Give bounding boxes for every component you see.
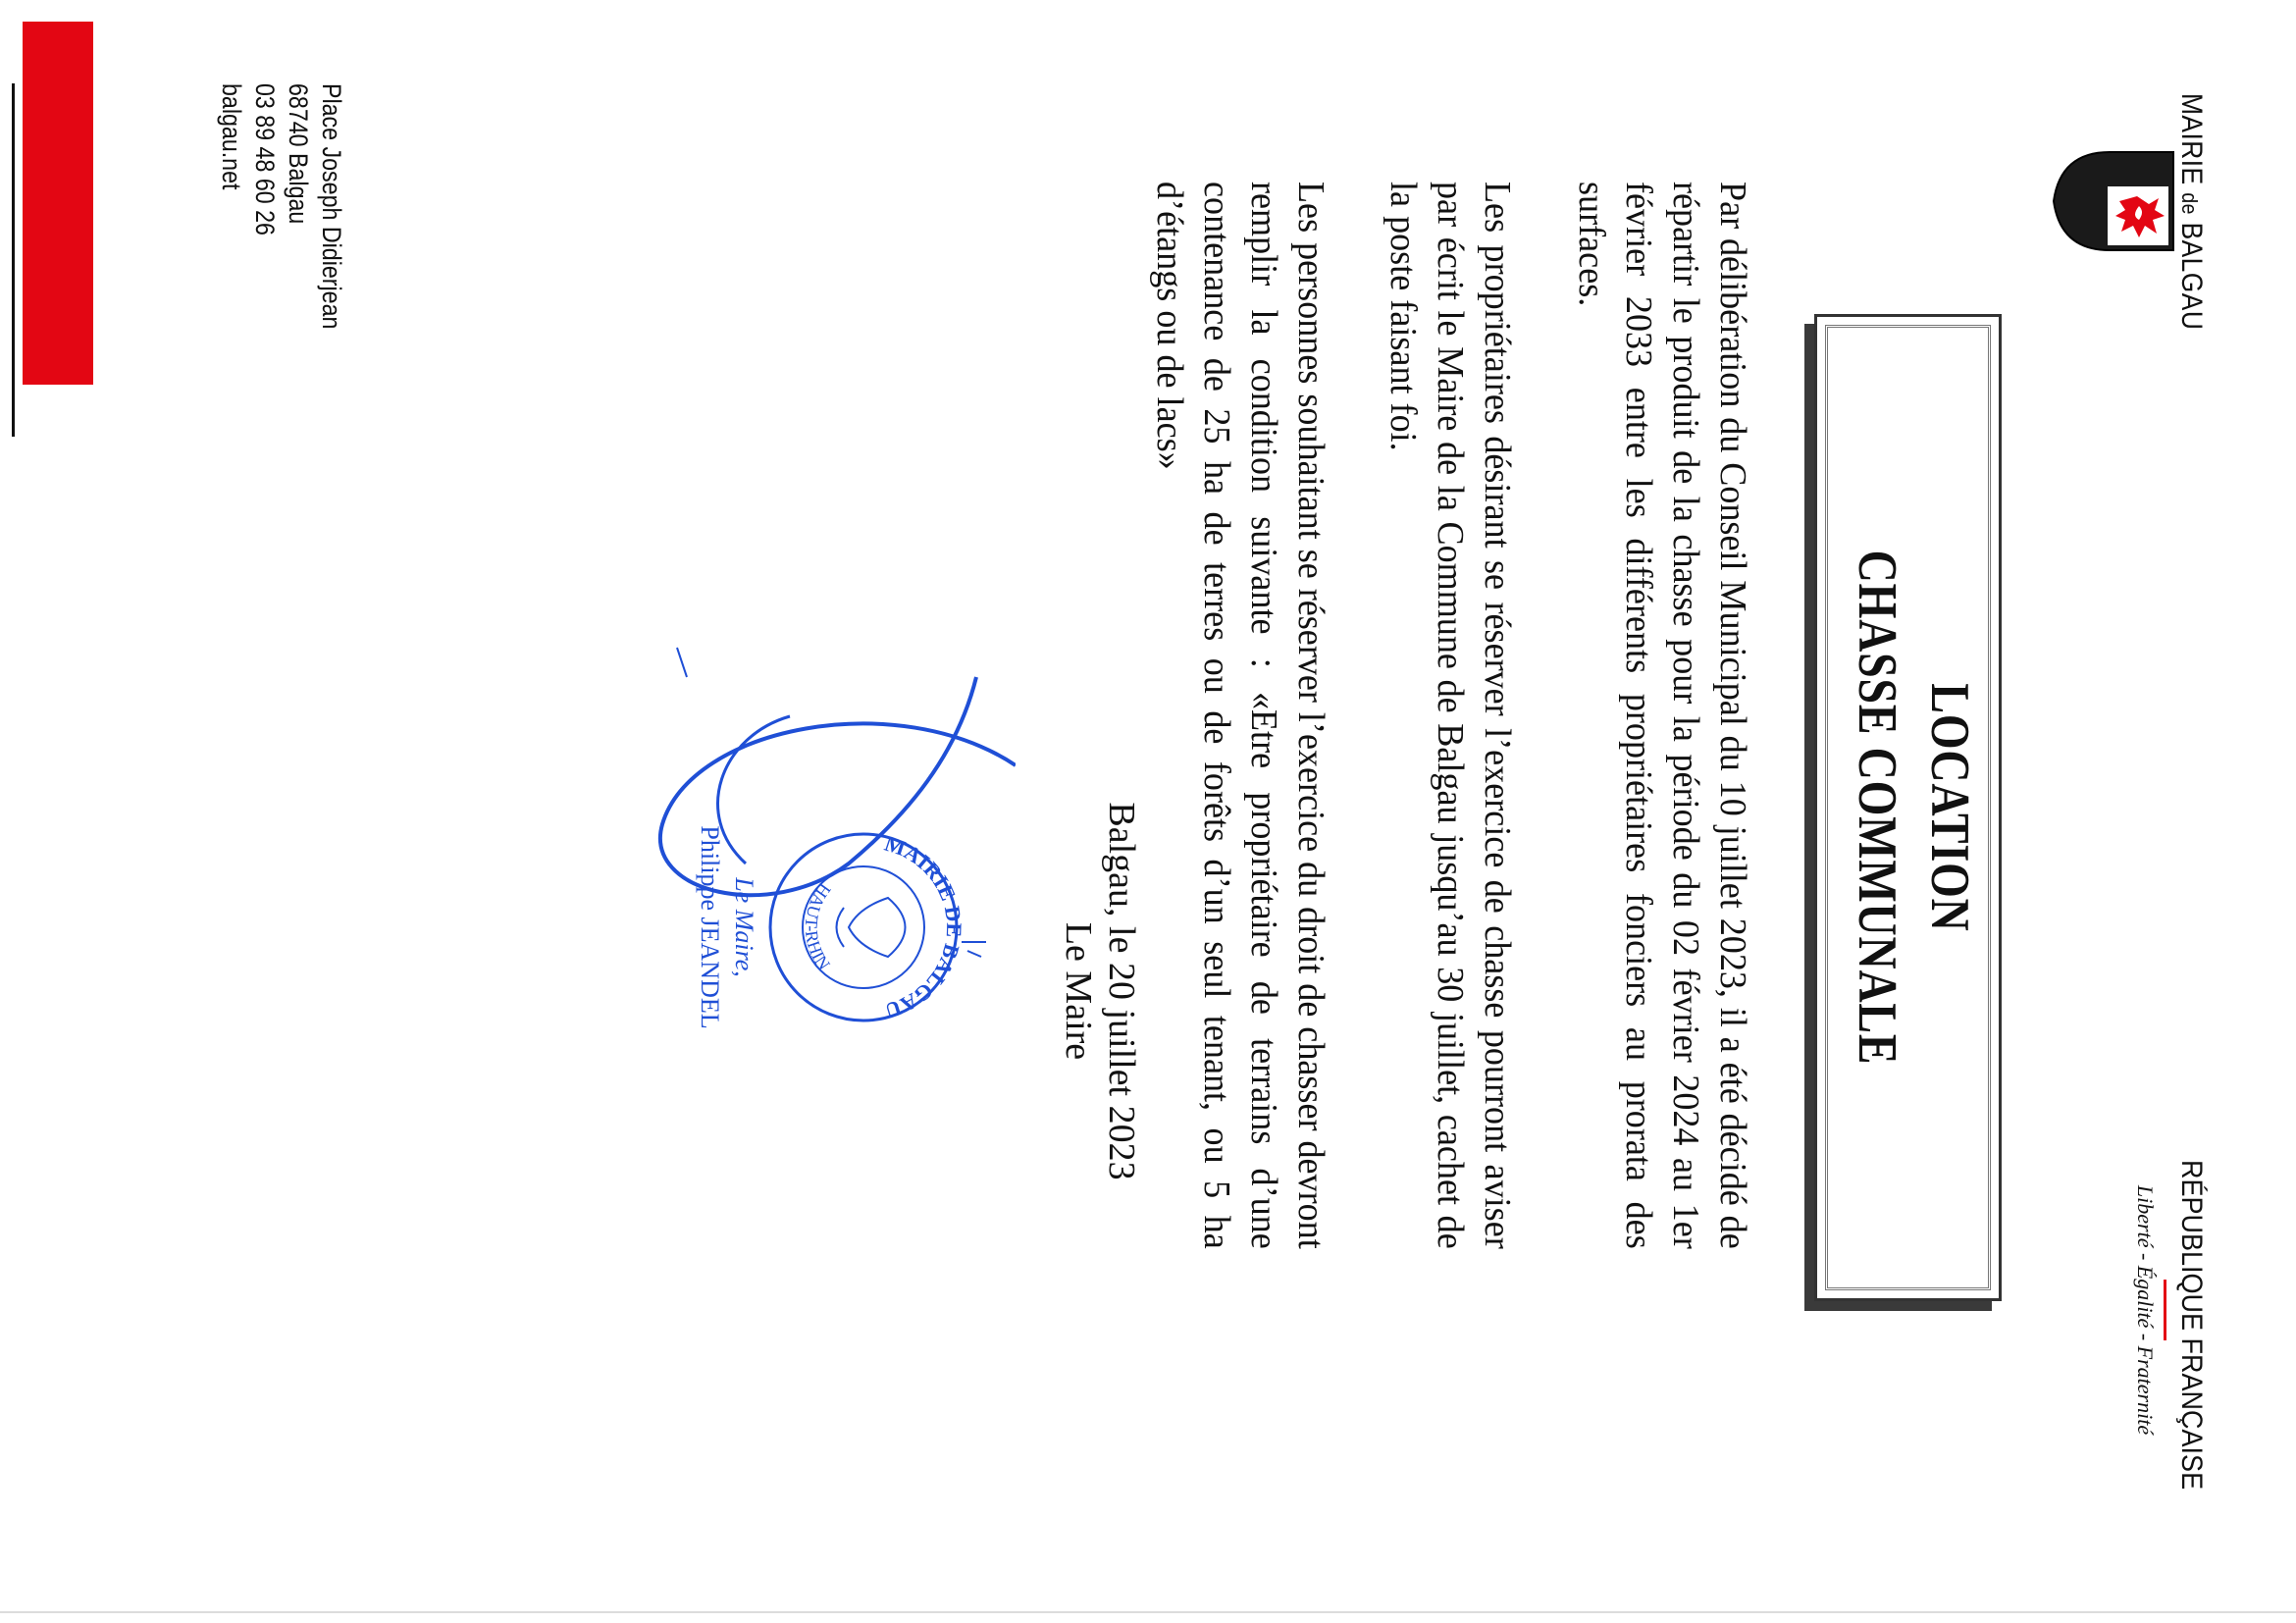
signatory-role: Le Maire [1058,921,1099,1061]
mairie-title [2174,93,2208,330]
body-paragraph-condition: Les personnes souhaitant se réserver l’exercice du droit de chasser devront remplir la condition suivante : «Etre propriétaire de terrains d’une contenance de 25 ha de terres ou de forêts d’un seul tenant, ou 5 ha d’étangs ou de lacs» [1149,182,1331,1249]
stamp-bottom-text: HAUT-RHIN [801,879,835,974]
footer-divider [12,83,15,437]
body-paragraph-reservation: Les propriétaires désirant se réserver l’exercice de chasse pourront aviser par écrit le Maire de la Commune de Balgau jusqu’au 30 juillet, cachet de la poste faisant foi. [1383,182,1518,1249]
stamp-name-text: Philippe JEANDEL [696,825,724,1029]
mairie-name: BALGAU [2175,222,2208,331]
phone-number: 03 89 48 60 26 [250,83,280,236]
address-street: Place Joseph Didierjean [317,83,346,330]
coat-of-arms-icon [2051,147,2178,255]
official-stamp [643,569,1016,1119]
title-location: LOCATION [1919,683,1980,932]
republique-devise: Liberté - Égalité - Fraternité [2133,1184,2158,1436]
republique-header [2132,1143,2208,1491]
mairie-prefix: MAIRIE [2175,93,2208,185]
stamp-title-text: Le Maire, [730,877,758,977]
body-paragraph-deliberation: Par délibération du Conseil Municipal du 10 juillet 2023, il a été décidé de répartir le produit de la chasse pour la période du 02 février 2024 au 1er février 2033 entre les différents propriétaires fonciers au prorata des surfaces. [1571,182,1753,1249]
website: balgau.net [217,83,246,190]
stamp-and-signature [643,569,1016,1119]
mairie-header [2174,93,2208,362]
place-date: Balgau, le 20 juillet 2023 [1101,802,1142,1180]
signature-block [1057,765,1143,1217]
title-frame [1814,314,2002,1301]
address-city: 68740 Balgau [284,83,313,225]
title-chasse-communale: CHASSE COMMUNALE [1847,550,1907,1066]
stamp-outer-text: MAIRIE DE BALGAU [881,830,967,1023]
footer-red-band [23,22,93,385]
republique-divider [2164,1280,2166,1340]
republique-francaise: RÉPUBLIQUE FRANÇAISE [2175,1160,2208,1491]
footer-address [215,83,348,496]
mairie-de: de [2177,192,2202,215]
